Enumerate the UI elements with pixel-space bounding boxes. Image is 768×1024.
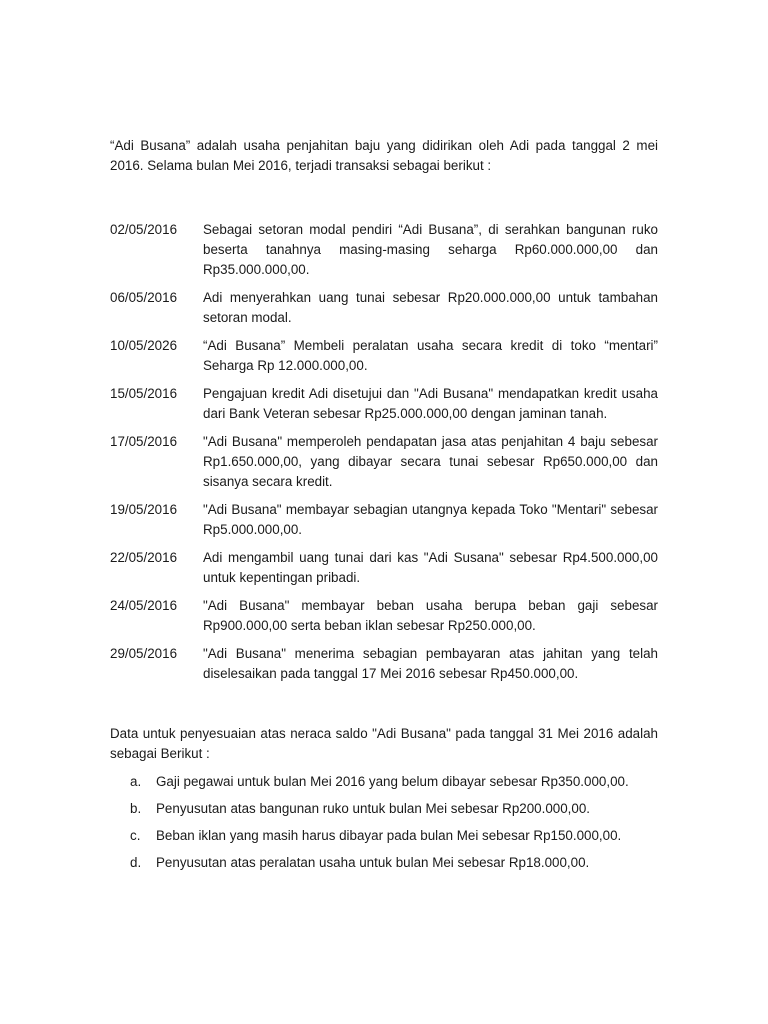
transaction-description: Sebagai setoran modal pendiri “Adi Busana”, di serahkan bangunan ruko beserta tanahnya masing-masing seharga Rp60.000.000,00 dan Rp35.000.000,00. [203, 222, 658, 277]
transaction-description: Adi menyerahkan uang tunai sebesar Rp20.000.000,00 untuk tambahan setoran modal. [203, 290, 658, 325]
adjustment-letter: c. [130, 828, 141, 843]
transaction-description: Adi mengambil uang tunai dari kas "Adi Susana" sebesar Rp4.500.000,00 untuk kepentingan pribadi. [203, 550, 658, 585]
transaction-row [110, 336, 658, 376]
transaction-row [110, 548, 658, 588]
transaction-row [110, 220, 658, 280]
transaction-description: “Adi Busana” Membeli peralatan usaha secara kredit di toko “mentari” Seharga Rp 12.000.000,00. [203, 338, 658, 373]
adjustment-letter: a. [130, 774, 142, 789]
adjustment-item [110, 799, 658, 819]
transaction-date: 24/05/2016 [110, 598, 178, 613]
transaction-date: 19/05/2016 [110, 502, 178, 517]
transaction-date: 29/05/2016 [110, 646, 178, 661]
adjustment-text: Gaji pegawai untuk bulan Mei 2016 yang belum dibayar sebesar Rp350.000,00. [156, 774, 629, 789]
adjustment-text: Penyusutan atas bangunan ruko untuk bulan Mei sebesar Rp200.000,00. [156, 801, 591, 816]
adjustment-item [110, 772, 658, 792]
transaction-row [110, 500, 658, 540]
transaction-date: 17/05/2016 [110, 434, 178, 449]
adjustment-text: Beban iklan yang masih harus dibayar pada bulan Mei sebesar Rp150.000,00. [156, 828, 622, 843]
adjustment-text: Penyusutan atas peralatan usaha untuk bulan Mei sebesar Rp18.000,00. [156, 855, 590, 870]
transaction-date: 02/05/2016 [110, 222, 178, 237]
transaction-row [110, 288, 658, 328]
transaction-description: Pengajuan kredit Adi disetujui dan "Adi Busana" mendapatkan kredit usaha dari Bank Veteran sebesar Rp25.000.000,00 dengan jaminan tanah. [203, 386, 658, 421]
adjustment-intro-paragraph: Data untuk penyesuaian atas neraca saldo "Adi Busana" pada tanggal 31 Mei 2016 adalah sebagai Berikut : [110, 726, 658, 761]
adjustment-letter: b. [130, 801, 142, 816]
transaction-description: "Adi Busana" membayar sebagian utangnya kepada Toko "Mentari" sebesar Rp5.000.000,00. [203, 502, 658, 537]
transaction-description: "Adi Busana" menerima sebagian pembayaran atas jahitan yang telah diselesaikan pada tanggal 17 Mei 2016 sebesar Rp450.000,00. [203, 646, 658, 681]
transaction-description: "Adi Busana" memperoleh pendapatan jasa atas penjahitan 4 baju sebesar Rp1.650.000,00, yang dibayar secara tunai sebesar Rp650.000,00 dan sisanya secara kredit. [203, 434, 658, 489]
transaction-description: "Adi Busana" membayar beban usaha berupa beban gaji sebesar Rp900.000,00 serta beban iklan sebesar Rp250.000,00. [203, 598, 658, 633]
transaction-row [110, 596, 658, 636]
transaction-row [110, 384, 658, 424]
transaction-date: 10/05/2026 [110, 338, 178, 353]
transaction-row [110, 644, 658, 684]
transaction-date: 22/05/2016 [110, 550, 178, 565]
adjustment-item [110, 826, 658, 846]
adjustment-list [110, 772, 658, 873]
transaction-date: 06/05/2016 [110, 290, 178, 305]
transaction-row [110, 432, 658, 492]
adjustment-letter: d. [130, 855, 142, 870]
transaction-date: 15/05/2016 [110, 386, 178, 401]
transaction-list [110, 220, 658, 684]
intro-paragraph: “Adi Busana” adalah usaha penjahitan baju yang didirikan oleh Adi pada tanggal 2 mei 2016. Selama bulan Mei 2016, terjadi transaksi sebagai berikut : [110, 138, 658, 173]
adjustment-item [110, 853, 658, 873]
document-page [110, 136, 658, 880]
